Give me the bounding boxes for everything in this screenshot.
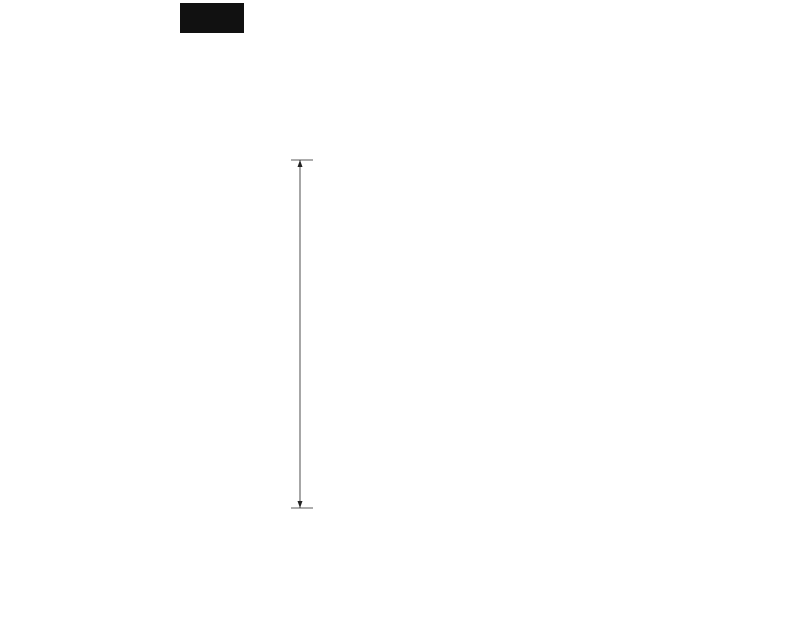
length-dimension-line (291, 160, 313, 508)
